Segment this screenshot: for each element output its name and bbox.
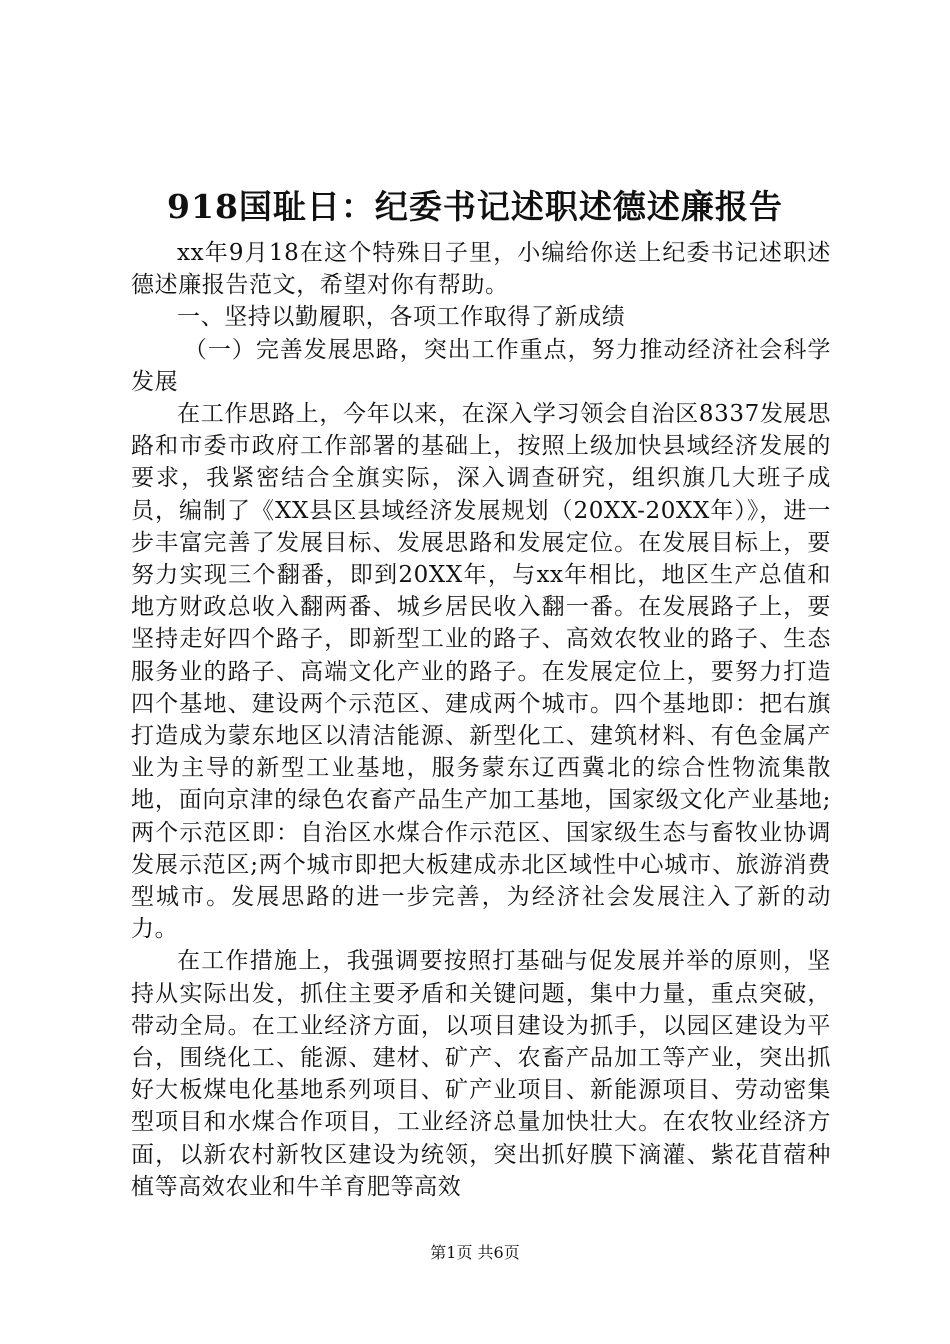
document-title: 918国耻日：纪委书记述职述德述廉报告: [167, 187, 783, 226]
document-body: [131, 237, 831, 1203]
body-paragraph: 在工作思路上，今年以来，在深入学习领会自治区8337发展思路和市委市政府工作部署的基础上，按照上级加快县域经济发展的要求，我紧密结合全旗实际，深入调查研究，组织旗几大班子成员，编制了《XX县区县域经济发展规划（20XX-20XX年）》，进一步丰富完善了发展目标、发展思路和发展定位。在发展目标上，要努力实现三个翻番，即到20XX年，与xx年相比，地区生产总值和地方财政总收入翻两番、城乡居民收入翻一番。在发展路子上，要坚持走好四个路子，即新型工业的路子、高效农牧业的路子、生态服务业的路子、高端文化产业的路子。在发展定位上，要努力打造四个基地、建设两个示范区、建成两个城市。四个基地即：把右旗打造成为蒙东地区以清洁能源、新型化工、建筑材料、有色金属产业为主导的新型工业基地，服务蒙东辽西冀北的综合性物流集散地，面向京津的绿色农畜产品生产加工基地，国家级文化产业基地;两个示范区即：自治区水煤合作示范区、国家级生态与畜牧业协调发展示范区;两个城市即把大板建成赤北区域性中心城市、旅游消费型城市。发展思路的进一步完善，为经济社会发展注入了新的动力。: [131, 401, 831, 943]
body-paragraph: 在工作措施上，我强调要按照打基础与促发展并举的原则，坚持从实际出发，抓住主要矛盾和关键问题，集中力量，重点突破，带动全局。在工业经济方面，以项目建设为抓手，以园区建设为平台，围绕化工、能源、建材、矿产、农畜产品加工等产业，突出抓好大板煤电化基地系列项目、矿产业项目、新能源项目、劳动密集型项目和水煤合作项目，工业经济总量加快壮大。在农牧业经济方面，以新农村新牧区建设为统领，突出抓好膜下滴灌、紫花苜蓿种植等高效农业和牛羊育肥等高效: [131, 948, 831, 1200]
subsection-heading: （一）完善发展思路，突出工作重点，努力推动经济社会科学发展: [131, 336, 831, 395]
intro-paragraph: xx年9月18在这个特殊日子里，小编给你送上纪委书记述职述德述廉报告范文，希望对你有帮助。: [131, 240, 831, 299]
page-number: 第1页 共6页: [430, 1243, 520, 1262]
section-heading: 一、坚持以勤履职，各项工作取得了新成绩: [177, 304, 626, 331]
